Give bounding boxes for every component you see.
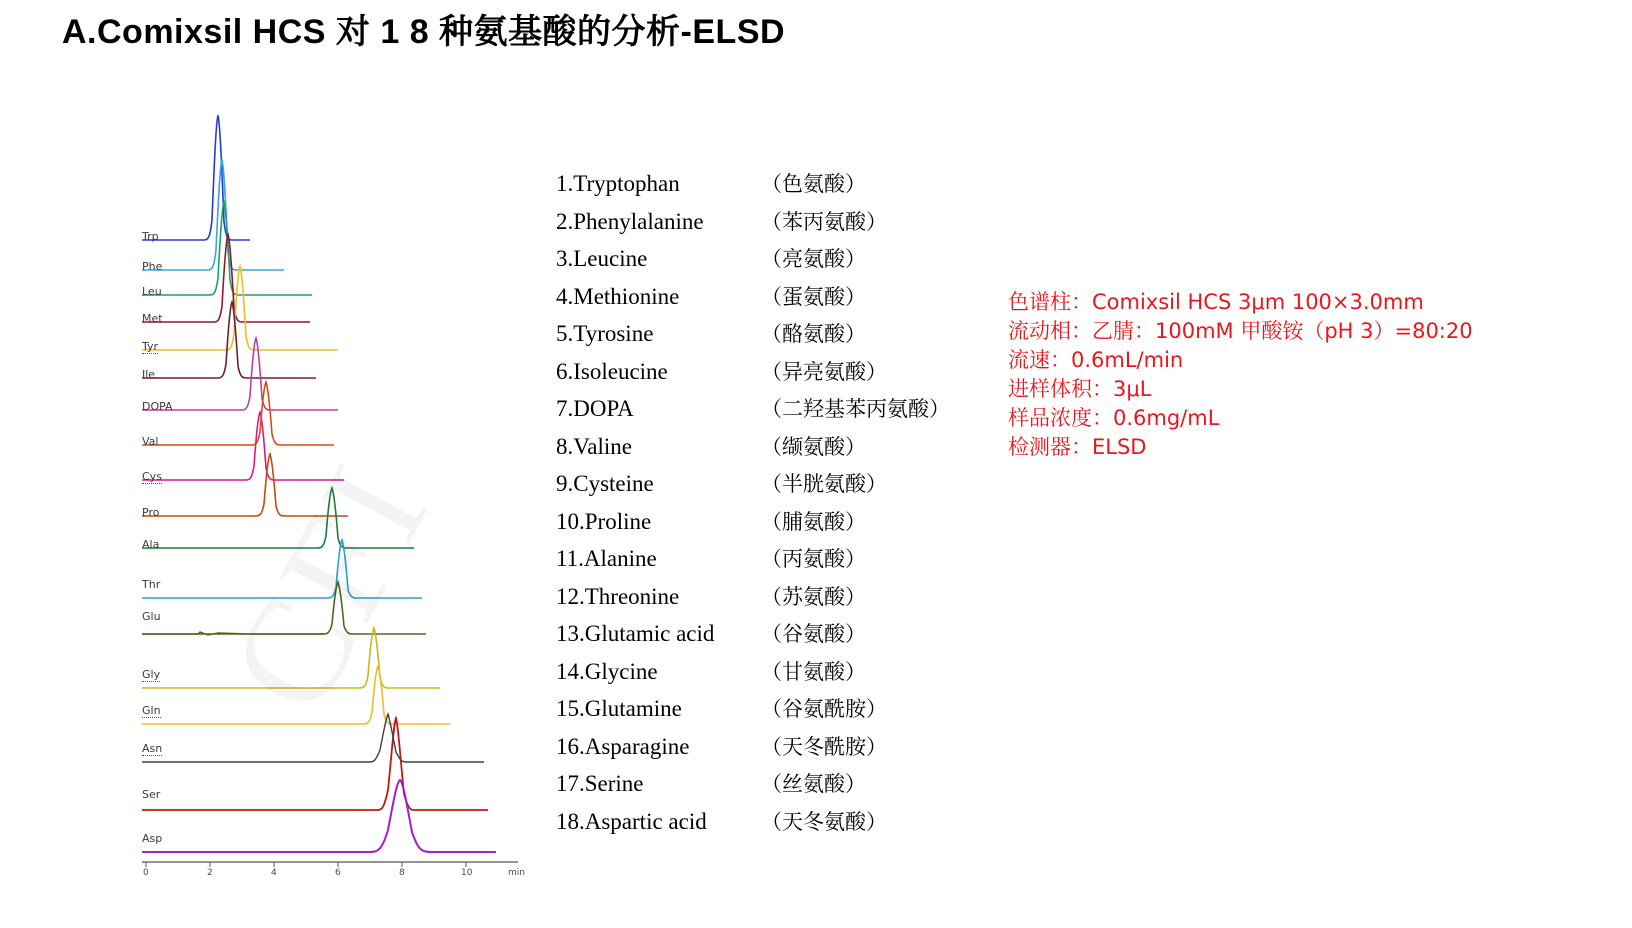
trace-met xyxy=(142,234,310,322)
list-item xyxy=(556,731,976,769)
trace-label-val: Val xyxy=(142,435,159,448)
trace-val xyxy=(142,382,334,445)
list-item xyxy=(556,806,976,844)
trace-label-cys: Cys xyxy=(142,470,162,483)
x-tick-label-10: 10 xyxy=(461,868,473,878)
list-item xyxy=(556,656,976,694)
trace-gln xyxy=(142,666,450,724)
trace-tyr xyxy=(142,266,338,350)
compound-name-en: 11.Alanine xyxy=(556,546,657,571)
compound-name-cn: （甘氨酸） xyxy=(761,659,866,684)
list-item xyxy=(556,393,976,431)
list-item xyxy=(556,318,976,356)
trace-label-thr: Thr xyxy=(142,578,161,591)
condition-mobile-phase: 流动相：乙腈：100mM 甲酸铵（pH 3）=80:20 xyxy=(1008,319,1473,343)
compound-name-en: 3.Leucine xyxy=(556,246,648,271)
compound-name-cn: （二羟基苯丙氨酸） xyxy=(761,397,950,421)
trace-ala xyxy=(142,488,414,548)
compound-name-cn: （亮氨酸） xyxy=(761,247,866,271)
list-item xyxy=(556,543,976,581)
trace-label-asp: Asp xyxy=(142,832,163,845)
trace-label-pro: Pro xyxy=(142,506,160,519)
trace-glu xyxy=(142,582,426,634)
compound-name-en: 1.Tryptophan xyxy=(556,171,680,196)
trace-label-gly: Gly xyxy=(142,668,161,681)
list-item xyxy=(556,468,976,506)
trace-label-asn: Asn xyxy=(142,742,163,755)
compound-name-cn: （脯氨酸） xyxy=(761,509,866,534)
compound-name-cn: （异亮氨酸） xyxy=(761,359,887,384)
list-item xyxy=(556,581,976,619)
compound-name-cn: （苯丙氨酸） xyxy=(761,209,887,234)
trace-pro xyxy=(142,454,348,516)
list-item xyxy=(556,168,976,206)
compound-name-en: 17.Serine xyxy=(556,771,644,796)
chromatogram-traces xyxy=(138,110,558,890)
x-axis-unit-label: min xyxy=(508,868,525,878)
trace-ser xyxy=(142,714,484,762)
list-item xyxy=(556,768,976,806)
trace-label-phe: Phe xyxy=(142,260,163,273)
compound-name-en: 4.Methionine xyxy=(556,283,680,309)
condition-column: 色谱柱：Comixsil HCS 3μm 100×3.0mm xyxy=(1008,290,1424,314)
list-item xyxy=(556,356,976,394)
trace-label-ile: Ile xyxy=(142,368,156,381)
compound-name-cn: （谷氨酸） xyxy=(761,622,866,646)
trace-label-trp: Trp xyxy=(142,230,159,243)
x-tick-label-0: 0 xyxy=(143,868,149,878)
list-item xyxy=(556,506,976,544)
trace-cys xyxy=(142,412,344,480)
compound-name-en: 18.Aspartic acid xyxy=(556,808,707,834)
compound-name-en: 15.Glutamine xyxy=(556,696,682,721)
trace-label-ala: Ala xyxy=(142,538,160,551)
trace-asp xyxy=(142,780,496,852)
compound-name-cn: （天冬酰胺） xyxy=(761,734,887,759)
compound-name-cn: （苏氨酸） xyxy=(761,584,866,609)
compound-name-cn: （半胱氨酸） xyxy=(761,472,887,496)
list-item xyxy=(556,281,976,319)
compound-name-en: 12.Threonine xyxy=(556,583,680,609)
method-conditions xyxy=(1008,288,1473,462)
compound-name-en: 10.Proline xyxy=(556,508,652,534)
trace-label-dopa: DOPA xyxy=(142,400,173,413)
chromatogram-figure xyxy=(138,110,558,890)
compound-name-en: 8.Valine xyxy=(556,433,633,459)
compound-name-cn: （缬氨酸） xyxy=(761,434,866,459)
compound-name-cn: （谷氨酰胺） xyxy=(761,697,887,721)
condition-flow-rate: 流速：0.6mL/min xyxy=(1008,348,1184,372)
compound-name-cn: （丝氨酸） xyxy=(761,772,866,796)
compound-name-en: 2.Phenylalanine xyxy=(556,208,704,234)
condition-injection-volume: 进样体积：3μL xyxy=(1008,377,1152,401)
compound-name-en: 13.Glutamic acid xyxy=(556,621,715,646)
trace-label-gln: Gln xyxy=(142,704,161,717)
list-item xyxy=(556,206,976,244)
x-tick-label-8: 8 xyxy=(399,868,405,878)
compound-name-en: 16.Asparagine xyxy=(556,733,690,759)
compound-name-cn: （酪氨酸） xyxy=(761,322,866,346)
compound-name-en: 14.Glycine xyxy=(556,658,658,684)
trace-label-glu: Glu xyxy=(142,610,161,623)
trace-label-leu: Leu xyxy=(142,285,162,298)
page-title: A.Comixsil HCS 对 1 8 种氨基酸的分析-ELSD xyxy=(62,13,786,51)
compound-name-en: 9.Cysteine xyxy=(556,471,654,496)
list-item xyxy=(556,243,976,281)
compound-name-en: 6.Isoleucine xyxy=(556,358,668,384)
trace-ile xyxy=(142,302,316,378)
compound-name-cn: （色氨酸） xyxy=(761,172,866,196)
compound-name-en: 7.DOPA xyxy=(556,396,634,421)
trace-trp xyxy=(142,116,250,240)
trace-asn xyxy=(142,718,488,810)
compound-list xyxy=(556,168,976,843)
condition-sample-concentration: 样品浓度：0.6mg/mL xyxy=(1008,406,1220,430)
x-tick-label-4: 4 xyxy=(271,868,277,878)
compound-name-cn: （天冬氨酸） xyxy=(761,809,887,834)
compound-name-cn: （丙氨酸） xyxy=(761,547,866,571)
trace-gly xyxy=(142,628,440,688)
trace-label-met: Met xyxy=(142,312,163,325)
list-item xyxy=(556,618,976,656)
compound-name-cn: （蛋氨酸） xyxy=(761,284,866,309)
trace-label-ser: Ser xyxy=(142,788,161,801)
list-item xyxy=(556,693,976,731)
list-item xyxy=(556,431,976,469)
compound-name-en: 5.Tyrosine xyxy=(556,321,654,346)
x-tick-label-2: 2 xyxy=(207,868,213,878)
trace-label-tyr: Tyr xyxy=(142,340,159,353)
x-tick-label-6: 6 xyxy=(335,868,341,878)
condition-detector: 检测器：ELSD xyxy=(1008,435,1147,459)
